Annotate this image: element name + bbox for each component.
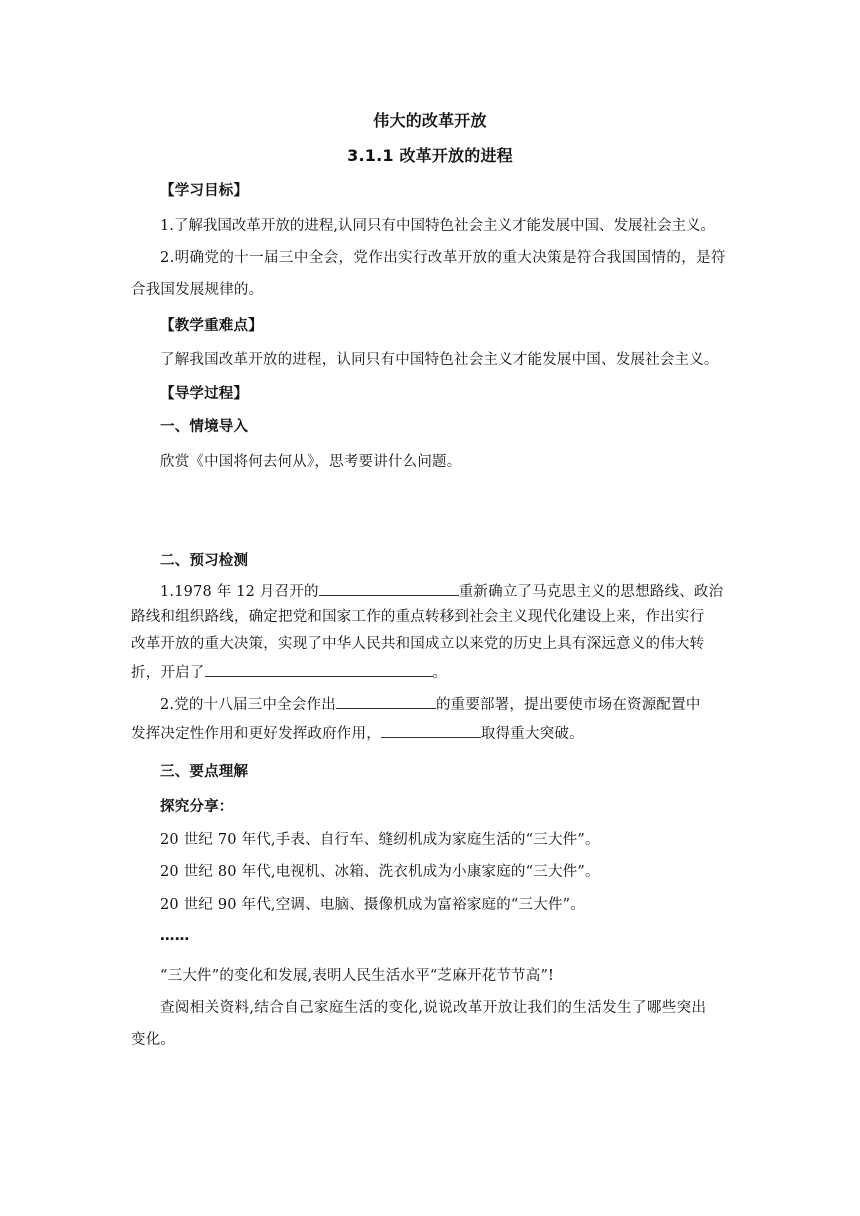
objectives-heading: 【学习目标】 <box>160 183 249 199</box>
objective-1: 1.了解我国改革开放的进程,认同只有中国特色社会主义才能发展中国、发展社会主义。 <box>160 218 715 234</box>
question-1-line-1 <box>160 580 723 602</box>
question-2-text-a: 2.党的十八届三中全会作出 <box>160 697 336 713</box>
question-1-text-a: 1.1978 年 12 月召开的 <box>160 584 319 600</box>
question-1-line-2: 路线和组织路线，确定把党和国家工作的重点转移到社会主义现代化建设上来，作出实行 <box>131 609 705 625</box>
answer-blank-3[interactable] <box>336 693 436 709</box>
question-1-text-c: 折，开启了 <box>131 665 205 681</box>
key-points-heading: 【教学重难点】 <box>160 318 263 334</box>
section-1-text: 欣赏《中国将何去何从》，思考要讲什么问题。 <box>160 454 462 470</box>
question-2-text-c: 发挥决定性作用和更好发挥政府作用， <box>131 726 381 742</box>
explore-heading: 探究分享： <box>160 799 234 815</box>
ellipsis: …… <box>160 928 190 944</box>
question-1-text-d: 。 <box>432 665 448 681</box>
explore-item-1: 20 世纪 70 年代,手表、自行车、缝纫机成为家庭生活的“三大件”。 <box>160 832 600 848</box>
document-subtitle: 3.1.1 改革开放的进程 <box>347 146 513 165</box>
explore-item-3: 20 世纪 90 年代,空调、电脑、摄像机成为富裕家庭的“三大件”。 <box>160 897 585 913</box>
answer-blank-1[interactable] <box>319 580 459 596</box>
task-line-2: 变化。 <box>131 1032 176 1048</box>
guide-heading: 【导学过程】 <box>160 386 249 402</box>
answer-blank-4[interactable] <box>381 722 481 738</box>
question-1-line-3: 改革开放的重大决策，实现了中华人民共和国成立以来党的历史上具有深远意义的伟大转 <box>131 636 705 652</box>
section-2-heading: 二、预习检测 <box>160 553 249 569</box>
section-3-heading: 三、要点理解 <box>160 764 249 780</box>
key-points-text: 了解我国改革开放的进程，认同只有中国特色社会主义才能发展中国、发展社会主义。 <box>160 352 719 368</box>
question-1-text-b: 重新确立了马克思主义的思想路线、政治 <box>458 584 724 600</box>
question-2-line-1 <box>160 693 701 715</box>
section-1-heading: 一、情境导入 <box>160 419 249 435</box>
objective-2-line-1: 2.明确党的十一届三中全会，党作出实行改革开放的重大决策是符合我国国情的，是符 <box>160 250 726 266</box>
question-2-line-2 <box>131 722 584 744</box>
task-line-1: 查阅相关资料,结合自己家庭生活的变化,说说改革开放让我们的生活发生了哪些突出 <box>160 1000 707 1016</box>
explore-item-4: “三大件”的变化和发展,表明人民生活水平“芝麻开花节节高”! <box>160 968 555 984</box>
answer-blank-2[interactable] <box>205 661 433 677</box>
objective-2-line-2: 合我国发展规律的。 <box>131 282 264 298</box>
question-1-line-4 <box>131 661 447 683</box>
document-title: 伟大的改革开放 <box>373 111 487 130</box>
question-2-text-d: 取得重大突破。 <box>480 726 584 742</box>
question-2-text-b: 的重要部署，提出要使市场在资源配置中 <box>435 697 701 713</box>
explore-item-2: 20 世纪 80 年代,电视机、冰箱、洗衣机成为小康家庭的“三大件”。 <box>160 864 600 880</box>
